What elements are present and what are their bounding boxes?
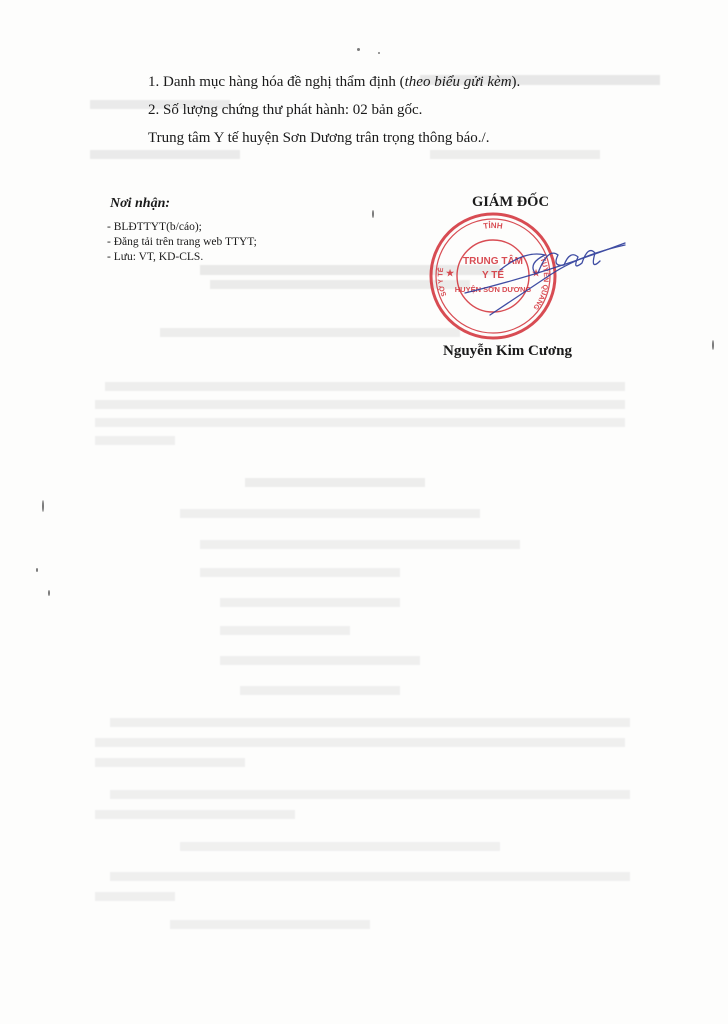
director-title: GIÁM ĐỐC	[472, 194, 549, 210]
item-1-text: 1. Danh mục hàng hóa đề nghị thẩm định (	[148, 74, 405, 90]
item-1-suffix: ).	[511, 74, 521, 90]
scan-speck	[378, 52, 380, 54]
scan-speck	[712, 340, 714, 350]
stamp-star-right-icon: ★	[531, 268, 541, 278]
document-item-2: 2. Số lượng chứng thư phát hành: 02 bản gốc.	[148, 102, 423, 118]
stamp-line-1: TRUNG TÂM	[463, 256, 523, 267]
document-item-1	[148, 74, 520, 91]
scan-speck	[48, 590, 50, 596]
recipients-list	[107, 220, 257, 265]
signer-name: Nguyễn Kim Cương	[443, 343, 572, 359]
stamp-line-2: Y TẾ	[481, 270, 505, 281]
scan-speck	[372, 210, 374, 218]
scan-speck	[357, 48, 360, 51]
stamp-right-text: TUYÊN QUANG	[531, 256, 550, 311]
stamp-line-3: HUYỆN SƠN DƯƠNG	[454, 285, 532, 294]
closing-statement: Trung tâm Y tế huyện Sơn Dương trân trọng thông báo./.	[148, 130, 490, 146]
scan-speck	[36, 568, 38, 572]
handwritten-signature-icon	[430, 215, 630, 335]
recipient-item: - Đăng tải trên trang web TTYT;	[107, 236, 257, 248]
scan-speck	[42, 500, 44, 512]
recipient-item: - BLĐTTYT(b/cáo);	[107, 221, 202, 233]
recipient-item: - Lưu: VT, KD-CLS.	[107, 251, 204, 263]
stamp-top-text: TỈNH	[482, 220, 504, 231]
stamp-left-text: SỞ Y TẾ	[437, 267, 449, 298]
item-1-italic-note: theo biểu gửi kèm	[404, 74, 512, 90]
stamp-star-left-icon: ★	[445, 268, 455, 278]
recipients-title: Nơi nhận:	[110, 196, 171, 211]
